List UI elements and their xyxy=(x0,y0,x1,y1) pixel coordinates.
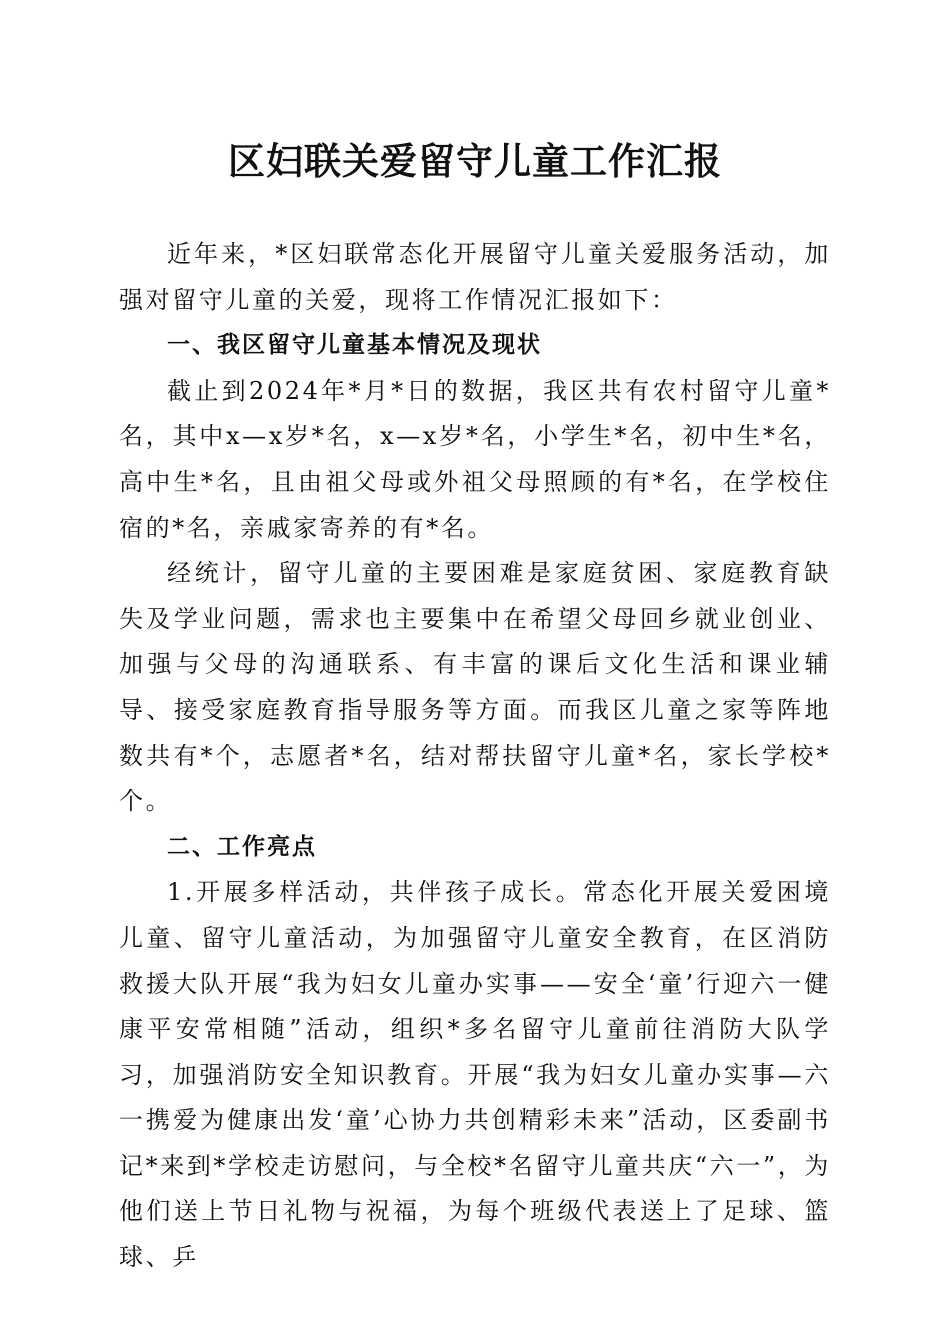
activities-paragraph: 1.开展多样活动，共伴孩子成长。常态化开展关爱困境儿童、留守儿童活动，为加强留守儿童安全教育，在区消防救援大队开展“我为妇女儿童办实事——安全‘童’行迎六一健康平安常相随”活动，组织*多名留守儿童前往消防大队学习，加强消防安全知识教育。开展“我为妇女儿童办实事—六一携爱为健康出发‘童’心协力共创精彩未来”活动，区委副书记*来到*学校走访慰问，与全校*名留守儿童共庆“六一”，为他们送上节日礼物与祝福，为每个班级代表送上了足球、篮球、乒 xyxy=(119,878,831,1272)
document-title: 区妇联关爱留守儿童工作汇报 xyxy=(228,139,722,183)
document-body xyxy=(119,232,831,1281)
difficulties-paragraph: 经统计，留守儿童的主要困难是家庭贫困、家庭教育缺失及学业问题，需求也主要集中在希望父母回乡就业创业、加强与父母的沟通联系、有丰富的课后文化生活和课业辅导、接受家庭教育指导服务等方面。而我区儿童之家等阵地数共有*个，志愿者*名，结对帮扶留守儿童*名，家长学校*个。 xyxy=(119,559,831,816)
section-heading-basic-situation: 一、我区留守儿童基本情况及现状 xyxy=(167,332,542,359)
statistics-paragraph: 截止到2024年*月*日的数据，我区共有农村留守儿童*名，其中x—x岁*名，x—x岁*名，小学生*名，初中生*名，高中生*名，且由祖父母或外祖父母照顾的有*名，在学校住宿的*名，亲戚家寄养的有*名。 xyxy=(119,376,831,542)
intro-paragraph: 近年来，*区妇联常态化开展留守儿童关爱服务活动，加强对留守儿童的关爱，现将工作情况汇报如下： xyxy=(119,240,831,314)
section-heading-highlights: 二、工作亮点 xyxy=(167,833,317,860)
